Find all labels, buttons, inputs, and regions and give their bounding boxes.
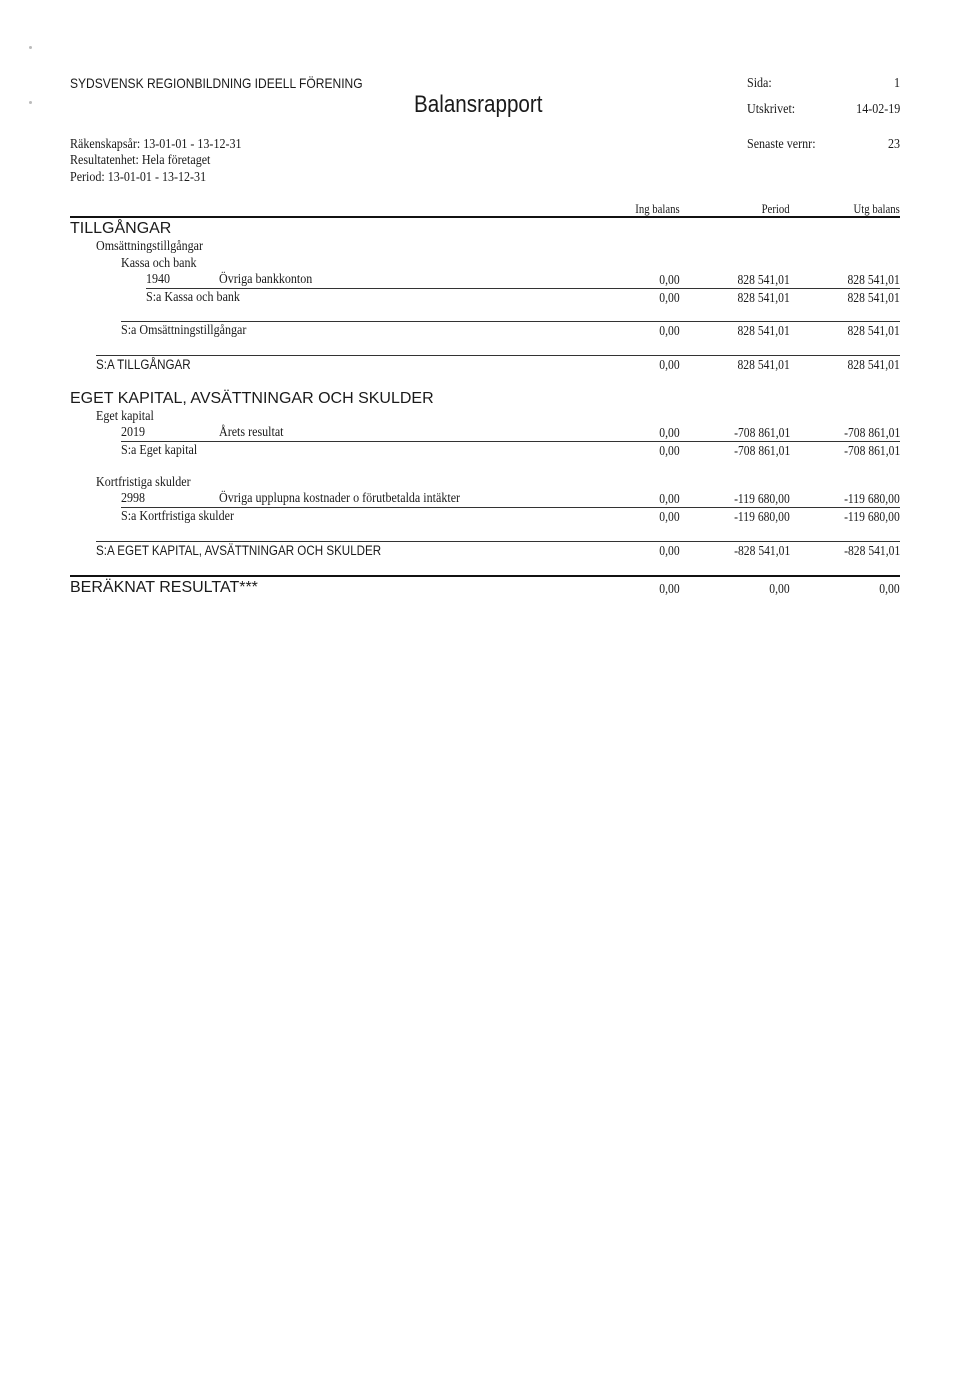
row-rule — [121, 441, 900, 442]
result-rule — [70, 575, 900, 577]
own-capital-heading: Eget kapital — [96, 409, 154, 424]
result-unit: Resultatenhet: Hela företaget — [70, 153, 211, 168]
closing-value: 828 541,01 — [847, 357, 900, 372]
latest-ver-number: 23 — [887, 137, 900, 152]
account-name: Övriga upplupna kostnader o förutbetalda intäkter — [219, 491, 461, 506]
closing-value: 828 541,01 — [847, 290, 900, 305]
header-rule — [70, 216, 900, 218]
opening-value: 0,00 — [659, 272, 680, 287]
closing-value: 828 541,01 — [847, 323, 900, 338]
opening-value: 0,00 — [659, 491, 680, 506]
current-assets-total-label: S:a Omsättningstillgångar — [121, 323, 247, 338]
row-rule — [121, 507, 900, 508]
column-period: Period — [761, 202, 790, 216]
closing-value: -119 680,00 — [844, 509, 900, 524]
opening-value: 0,00 — [659, 543, 680, 558]
account-name: Årets resultat — [219, 425, 284, 440]
report-title: Balansrapport — [414, 91, 543, 118]
assets-heading: TILLGÅNGAR — [70, 220, 172, 237]
assets-total-label: S:A TILLGÅNGAR — [96, 357, 191, 372]
period-value: 828 541,01 — [737, 357, 790, 372]
closing-value: -828 541,01 — [843, 543, 900, 558]
closing-value: -708 861,01 — [843, 443, 900, 458]
closing-value: -119 680,00 — [844, 491, 900, 506]
closing-value: 828 541,01 — [847, 272, 900, 287]
fiscal-year: Räkenskapsår: 13-01-01 - 13-12-31 — [70, 137, 242, 152]
organization-name: SYDSVENSK REGIONBILDNING IDEELL FÖRENING — [70, 75, 363, 91]
account-number: 2998 — [121, 491, 146, 506]
opening-value: 0,00 — [659, 509, 680, 524]
period-value: -119 680,00 — [734, 509, 790, 524]
latest-ver-label: Senaste vernr: — [747, 137, 816, 152]
period-range: Period: 13-01-01 - 13-12-31 — [70, 170, 207, 185]
row-rule — [96, 355, 900, 356]
page-number: 1 — [893, 76, 900, 91]
period-value: 828 541,01 — [737, 323, 790, 338]
period-value: -119 680,00 — [734, 491, 790, 506]
short-term-liabilities-heading: Kortfristiga skulder — [96, 475, 191, 490]
scan-speck — [29, 101, 32, 104]
closing-value: -708 861,01 — [843, 425, 900, 440]
page-label: Sida: — [747, 76, 772, 91]
cash-bank-total-label: S:a Kassa och bank — [146, 290, 240, 305]
column-closing-balance: Utg balans — [853, 202, 900, 216]
opening-value: 0,00 — [659, 323, 680, 338]
current-assets-heading: Omsättningstillgångar — [96, 239, 204, 254]
printed-date: 14-02-19 — [855, 102, 900, 117]
account-number: 2019 — [121, 425, 146, 440]
cash-bank-heading: Kassa och bank — [121, 256, 197, 271]
equity-liabilities-heading: EGET KAPITAL, AVSÄTTNINGAR OCH SKULDER — [70, 390, 434, 407]
period-value: 0,00 — [769, 581, 790, 596]
calculated-result-label: BERÄKNAT RESULTAT*** — [70, 579, 258, 596]
opening-value: 0,00 — [659, 290, 680, 305]
opening-value: 0,00 — [659, 425, 680, 440]
row-rule — [146, 288, 900, 289]
row-rule — [121, 321, 900, 322]
account-name: Övriga bankkonton — [219, 272, 313, 287]
opening-value: 0,00 — [659, 581, 680, 596]
period-value: 828 541,01 — [737, 290, 790, 305]
period-value: -828 541,01 — [733, 543, 790, 558]
closing-value: 0,00 — [879, 581, 900, 596]
short-term-total-label: S:a Kortfristiga skulder — [121, 509, 235, 524]
period-value: -708 861,01 — [733, 443, 790, 458]
scan-speck — [29, 46, 32, 49]
period-value: -708 861,01 — [733, 425, 790, 440]
account-number: 1940 — [146, 272, 171, 287]
period-value: 828 541,01 — [737, 272, 790, 287]
opening-value: 0,00 — [659, 443, 680, 458]
column-opening-balance: Ing balans — [635, 202, 680, 216]
row-rule — [96, 541, 900, 542]
printed-label: Utskrivet: — [747, 102, 796, 117]
opening-value: 0,00 — [659, 357, 680, 372]
own-capital-total-label: S:a Eget kapital — [121, 443, 198, 458]
equity-liabilities-total-label: S:A EGET KAPITAL, AVSÄTTNINGAR OCH SKULDER — [96, 543, 382, 558]
